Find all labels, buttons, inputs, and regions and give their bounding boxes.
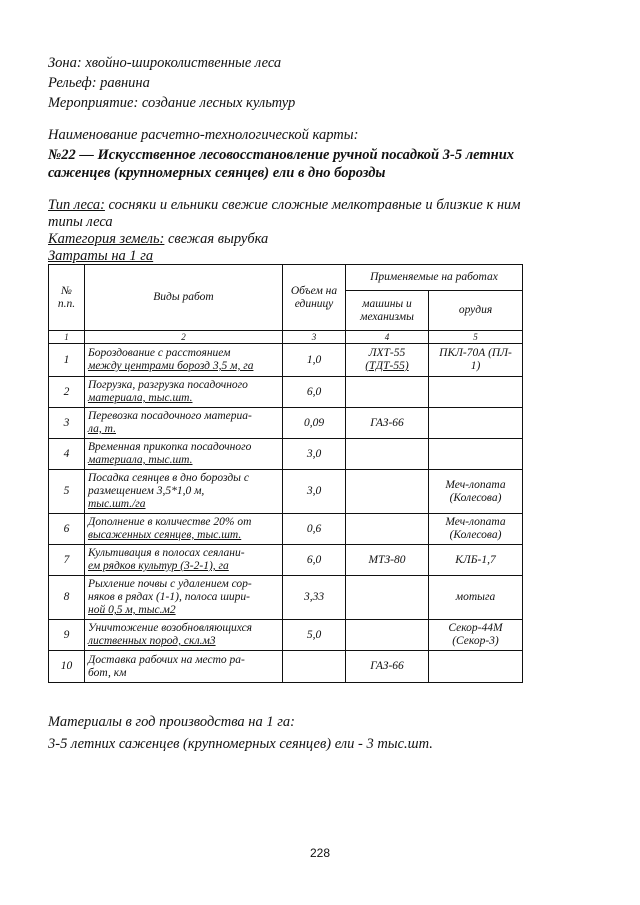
card-title-line1: №22 — Искусственное лесовосстановление ручной посадкой 3-5 летних [48,147,515,163]
table-row [49,470,523,514]
land-category-line [48,230,268,248]
work-text: Уничтожение возобновляющихся [88,622,253,634]
work-cell [85,620,283,651]
header-applied: Применяемые на работах [346,265,523,291]
machine-cell [346,620,429,651]
volume-cell: 5,0 [283,620,346,651]
row-number: 1 [49,344,85,377]
row-number: 5 [49,470,85,514]
volume-cell: 0,6 [283,514,346,545]
work-text: размещением 3,5*1,0 м, [88,485,205,497]
tool-cell: КЛБ-1,7 [429,545,523,576]
tool-cell [429,439,523,470]
col-number: 3 [283,331,346,344]
tool-cell [429,377,523,408]
work-text: няков в рядах (1-1), полоса шири- [88,591,251,603]
tool-cell [429,651,523,683]
tool-cell [429,620,523,651]
works-table [48,264,523,683]
work-cell [85,651,283,683]
work-cell [85,545,283,576]
work-text: между центрами борозд 3,5 м, га [88,360,254,372]
forest-type-value: сосняки и ельники свежие сложные мелкотравные и близкие к ним [104,197,521,213]
work-text: тыс.шт./га [88,498,146,510]
machine-cell [346,377,429,408]
machine-text: (ТДТ-55) [365,360,409,372]
work-text: Посадка сеянцев в дно борозды с [88,472,249,484]
machine-cell [346,344,429,377]
tool-text: Секор-44М [448,622,503,634]
tool-text: Меч-лопата [445,478,506,491]
work-cell [85,439,283,470]
work-text: Рыхление почвы с удалением сор- [88,578,252,590]
table-row [49,377,523,408]
row-number: 4 [49,439,85,470]
work-text: Временная прикопка посадочного [88,441,252,453]
land-category-label: Категория земель: [48,231,165,247]
page-number: 228 [309,846,331,860]
table-row [49,651,523,683]
land-category-value: свежая вырубка [164,231,269,247]
work-text: Культивация в полосах сеялани- [88,547,245,559]
volume-cell: 1,0 [283,344,346,377]
table-row [49,576,523,620]
forest-type-label: Тип леса: [48,197,105,213]
work-text: материала, тыс.шт. [88,454,193,466]
machine-cell [346,576,429,620]
tool-cell [429,344,523,377]
tool-text: (Секор-3) [452,635,499,647]
row-number: 7 [49,545,85,576]
work-text: Дополнение в количестве 20% от [88,516,252,528]
header-machines: машины и механизмы [346,291,429,331]
machine-cell: ГАЗ-66 [346,651,429,683]
work-cell [85,408,283,439]
header-tools: орудия [429,291,523,331]
work-text: ем рядков культур (3-2-1), га [88,560,229,572]
machine-cell [346,514,429,545]
relief-line: Рельеф: равнина [48,75,150,91]
machine-cell [346,470,429,514]
row-number: 8 [49,576,85,620]
forest-type-line [48,196,521,214]
zone-line: Зона: хвойно-широколиственные леса [48,55,282,71]
table-row [49,408,523,439]
work-cell [85,470,283,514]
tool-cell: мотыга [429,576,523,620]
tool-cell [429,408,523,439]
volume-cell: 6,0 [283,377,346,408]
materials-heading: Материалы в год производства на 1 га: [48,714,295,730]
volume-cell: 3,0 [283,470,346,514]
col-number: 1 [49,331,85,344]
costs-label: Затраты на 1 га [48,248,154,264]
table-row [49,620,523,651]
work-text: лиственных пород, скл.м3 [88,635,216,647]
row-number: 10 [49,651,85,683]
machine-cell: ГАЗ-66 [346,408,429,439]
work-text: материала, тыс.шт. [88,392,193,404]
table-row [49,545,523,576]
work-text: высаженных сеянцев, тыс.шт. [88,529,242,541]
tool-cell [429,514,523,545]
volume-cell: 0,09 [283,408,346,439]
row-number: 3 [49,408,85,439]
card-title-line2: саженцев (крупномерных сеянцев) ели в дно борозды [48,165,386,181]
work-cell [85,576,283,620]
machine-cell: МТЗ-80 [346,545,429,576]
header-num: № п.п. [49,265,85,331]
volume-cell: 3,33 [283,576,346,620]
measure-line: Мероприятие: создание лесных культур [48,95,296,111]
header-volume: Объем на единицу [283,265,346,331]
tool-text: Меч-лопата [445,516,506,528]
col-number: 5 [429,331,523,344]
tool-text: (Колесова) [449,491,502,504]
work-text: бот, км [88,666,127,679]
forest-type-line2: типы леса [48,214,113,230]
machine-cell [346,439,429,470]
table-row [49,514,523,545]
work-cell [85,344,283,377]
row-number: 9 [49,620,85,651]
machine-text: ЛХТ-55 [368,347,406,359]
work-text: ла, т. [88,423,116,435]
col-number: 4 [346,331,429,344]
volume-cell: 3,0 [283,439,346,470]
work-cell [85,377,283,408]
work-cell [85,514,283,545]
tool-cell [429,470,523,514]
card-label: Наименование расчетно-технологической карты: [48,127,359,143]
work-text: Погрузка, разгрузка посадочного [88,379,248,391]
work-text: Доставка рабочих на место ра- [88,653,245,666]
work-text: Бороздование с расстоянием [88,347,231,359]
header-works: Виды работ [85,265,283,331]
tool-text: ПКЛ-70А (ПЛ- [439,347,512,359]
row-number: 6 [49,514,85,545]
table-row [49,344,523,377]
row-number: 2 [49,377,85,408]
volume-cell [283,651,346,683]
materials-item: 3-5 летних саженцев (крупномерных сеянцев) ели - 3 тыс.шт. [48,736,433,752]
work-text: ной 0,5 м, тыс.м2 [88,604,176,616]
tool-text: 1) [470,360,481,372]
tool-text: (Колесова) [449,529,502,541]
volume-cell: 6,0 [283,545,346,576]
col-number: 2 [85,331,283,344]
table-row [49,439,523,470]
work-text: Перевозка посадочного материа- [88,410,252,422]
